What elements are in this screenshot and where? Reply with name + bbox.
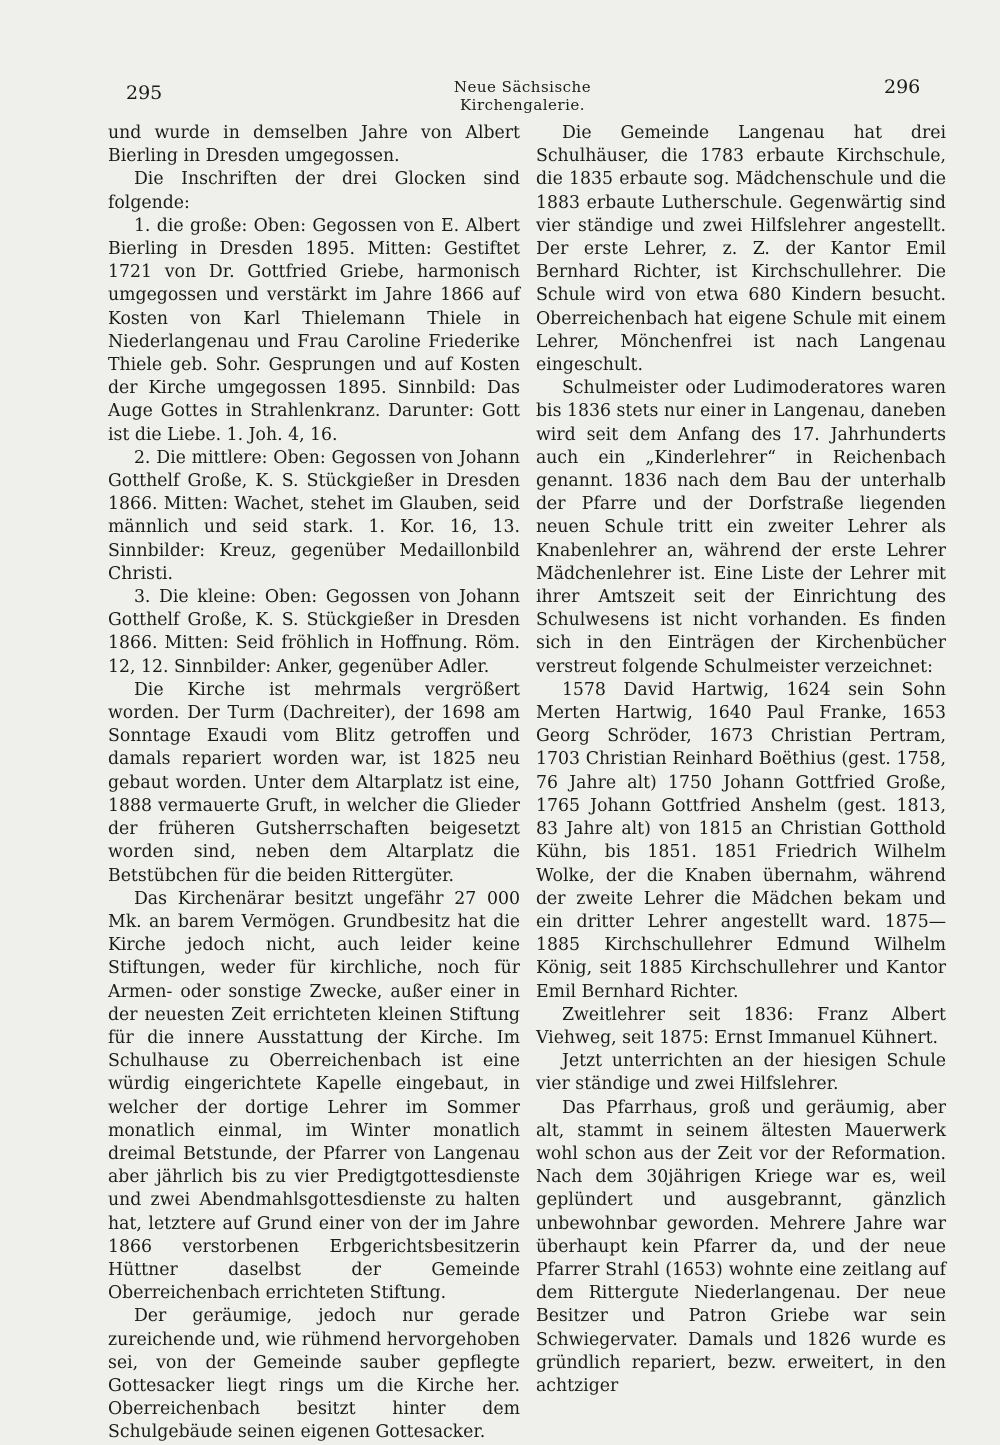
left-column [108,122,520,1445]
paragraph: Der geräumige, jedoch nur gerade zureichende und, wie rühmend hervorgehoben sei, von der Gemeinde sauber gepflegte Gottesacker liegt rings um die Kirche her. Oberreichenbach besitzt hinter dem Schulgebäude seinen eigenen Gottesacker. [108,1306,520,1443]
right-column [536,122,946,1398]
paragraph: 3. Die kleine: Oben: Gegossen von Johann Gotthelf Große, K. S. Stückgießer in Dresden 1866. Mitten: Seid fröhlich in Hoffnung. Röm. 12, 12. Sinnbilder: Anker, gegenüber Adler. [108,587,520,677]
paragraph: Die Inschriften der drei Glocken sind folgende: [108,169,520,213]
column-gutter [527,118,528,1318]
page-number-right: 296 [884,76,921,98]
paragraph: und wurde in demselben Jahre von Albert Bierling in Dresden umgegossen. [108,123,520,167]
paragraph: Jetzt unterrichten an der hiesigen Schule vier ständige und zwei Hilfslehrer. [536,1051,946,1095]
paragraph: 1. die große: Oben: Gegossen von E. Albert Bierling in Dresden 1895. Mitten: Gestiftet 1721 von Dr. Gottfried Griebe, harmonisch umgegossen und verstärkt im Jahre 1866 auf Kosten von Karl Thielemann Thiele in Niederlangenau und Frau Caroline Friederike Thiele geb. Sohr. Gesprungen und auf Kosten der Kirche umgegossen 1895. Sinnbild: Das Auge Gottes in Strahlenkranz. Darunter: Gott ist die Liebe. 1. Joh. 4, 16. [108,215,520,445]
running-title: Neue Sächsische Kirchengalerie. [453,78,592,114]
page-number-left: 295 [126,82,163,104]
paragraph: Die Kirche ist mehrmals vergrößert worden. Der Turm (Dachreiter), der 1698 am Sonntage Exaudi vom Blitz getroffen und damals repariert worden war, ist 1825 neu gebaut worden. Unter dem Altarplatz ist eine, 1888 vermauerte Gruft, in welcher die Glieder der früheren Gutsherrschaften beigesetzt worden sind, neben dem Altarplatz die Betstübchen für die beiden Rittergüter. [108,679,520,886]
page-header [0,76,1000,112]
paragraph: Schulmeister oder Ludimoderatores waren bis 1836 stets nur einer in Langenau, daneben wird seit dem Anfang des 17. Jahrhunderts auch ein „Kinderlehrer“ in Reichenbach genannt. 1836 nach dem Bau der unterhalb der Pfarre und der Dorfstraße liegenden neuen Schule tritt ein zweiter Lehrer als Knabenlehrer an, während der erste Lehrer Mädchenlehrer ist. Eine Liste der Lehrer mit ihrer Amtszeit seit der Einrichtung des Schulwesens ist nicht vorhanden. Es finden sich in den Einträgen der Kirchenbücher verstreut folgende Schulmeister verzeichnet: [536,378,946,677]
paragraph: 1578 David Hartwig, 1624 sein Sohn Merten Hartwig, 1640 Paul Franke, 1653 Georg Schröder, 1673 Christian Pertram, 1703 Christian Reinhard Boëthius (gest. 1758, 76 Jahre alt) 1750 Johann Gottfried Große, 1765 Johann Gottfried Anshelm (gest. 1813, 83 Jahre alt) von 1815 an Christian Gotthold Kühn, bis 1851. 1851 Friedrich Wilhelm Wolke, der die Knaben übernahm, während der zweite Lehrer die Mädchen bekam und ein dritter Lehrer angestellt ward. 1875—1885 Kirchschullehrer Edmund Wilhelm König, seit 1885 Kirchschullehrer und Kantor Emil Bernhard Richter. [536,679,946,1002]
paragraph: Zweitlehrer seit 1836: Franz Albert Viehweg, seit 1875: Ernst Immanuel Kühnert. [536,1004,946,1048]
paragraph: 2. Die mittlere: Oben: Gegossen von Johann Gotthelf Große, K. S. Stückgießer in Dresden 1866. Mitten: Wachet, stehet im Glauben, seid männlich und seid stark. 1. Kor. 16, 13. Sinnbilder: Kreuz, gegenüber Medaillonbild Christi. [108,447,520,584]
paragraph: Die Gemeinde Langenau hat drei Schulhäuser, die 1783 erbaute Kirchschule, die 1835 erbaute sog. Mädchenschule und die 1883 erbaute Lutherschule. Gegenwärtig sind vier ständige und zwei Hilfslehrer angestellt. Der erste Lehrer, z. Z. der Kantor Emil Bernhard Richter, ist Kirchschullehrer. Die Schule wird von etwa 680 Kindern besucht. Oberreichenbach hat eigene Schule mit einem Lehrer, Mönchenfrei ist nach Langenau eingeschult. [536,123,946,376]
paragraph: Das Kirchenärar besitzt ungefähr 27 000 Mk. an barem Vermögen. Grundbesitz hat die Kirche jedoch nicht, auch leider keine Stiftungen, weder für kirchliche, noch für Armen- oder sonstige Zwecke, außer einer in der neuesten Zeit errichteten kleinen Stiftung für die innere Ausstattung der Kirche. Im Schulhause zu Oberreichenbach ist eine würdig eingerichtete Kapelle eingebaut, in welcher der dortige Lehrer im Sommer monatlich einmal, im Winter monatlich dreimal Betstunde, der Pfarrer von Langenau aber jährlich bis zu vier Predigtgottesdienste und zwei Abendmahlsgottesdienste zu halten hat, letztere auf Grund einer von der im Jahre 1866 verstorbenen Erbgerichtsbesitzerin Hüttner daselbst der Gemeinde Oberreichenbach errichteten Stiftung. [108,888,520,1304]
paragraph: Das Pfarrhaus, groß und geräumig, aber alt, stammt in seinem ältesten Mauerwerk wohl schon aus der Zeit vor der Reformation. Nach dem 30jährigen Kriege war es, weil geplündert und ausgebrannt, gänzlich unbewohnbar geworden. Mehrere Jahre war überhaupt kein Pfarrer da, und der neue Pfarrer Strahl (1653) wohnte eine zeitlang auf dem Rittergute Niederlangenau. Der neue Besitzer und Patron Griebe war sein Schwiegervater. Damals und 1826 wurde es gründlich repariert, bezw. erweitert, in den achtziger [536,1097,946,1396]
